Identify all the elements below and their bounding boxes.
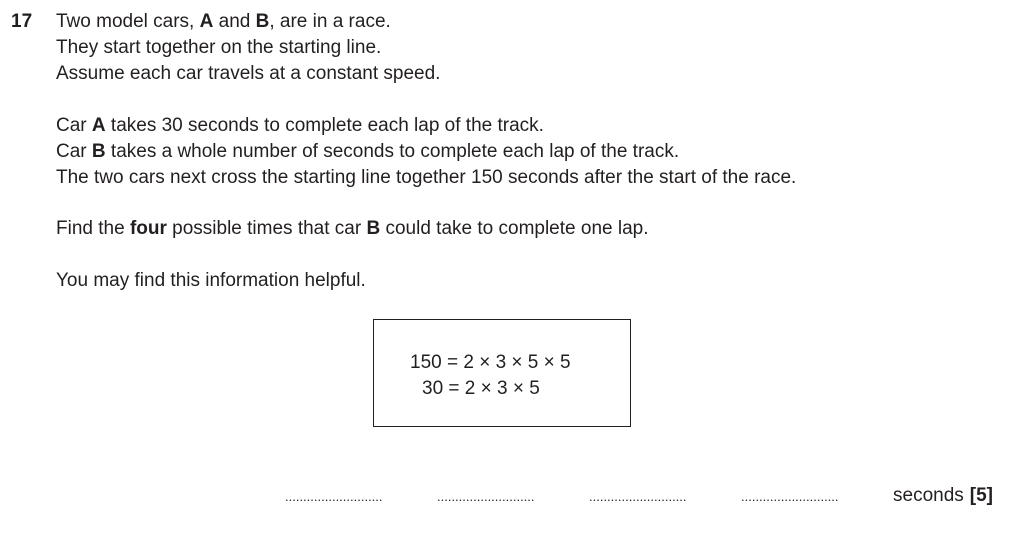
question-line-8: You may find this information helpful. (56, 270, 366, 291)
factorisation-30: 30 = 2 × 3 × 5 (422, 378, 540, 399)
factorisation-150: 150 = 2 × 3 × 5 × 5 (410, 352, 571, 373)
question-line-1: Two model cars, A and B, are in a race. (56, 11, 391, 32)
question-line-3: Assume each car travels at a constant speed. (56, 63, 441, 84)
question-line-7: Find the four possible times that car B could take to complete one lap. (56, 218, 649, 239)
answer-unit: seconds (893, 485, 964, 506)
question-line-5: Car B takes a whole number of seconds to complete each lap of the track. (56, 141, 680, 162)
question-line-2: They start together on the starting line. (56, 37, 382, 58)
question-line-4: Car A takes 30 seconds to complete each lap of the track. (56, 115, 544, 136)
answer-blank-4[interactable]: ........................... (741, 489, 839, 504)
marks-label: [5] (969, 485, 994, 506)
answer-blank-1[interactable]: ........................... (285, 489, 383, 504)
answer-blank-2[interactable]: ........................... (437, 489, 535, 504)
question-line-6: The two cars next cross the starting line together 150 seconds after the start of the race. (56, 167, 797, 188)
answer-blank-3[interactable]: ........................... (589, 489, 687, 504)
question-number: 17 (11, 11, 33, 32)
answer-line (285, 483, 993, 510)
info-box (373, 319, 631, 427)
